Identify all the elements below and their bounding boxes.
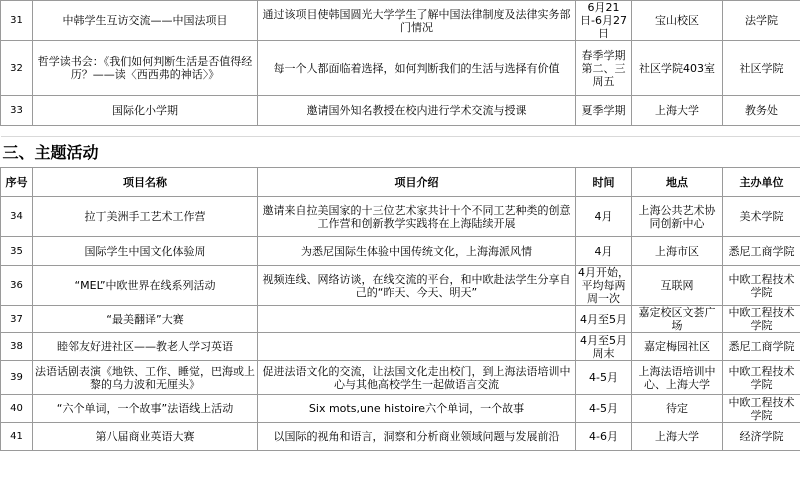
row-number: 40	[1, 395, 33, 423]
project-intro: 每一个人都面临着选择，如何判断我们的生活与选择有价值	[258, 41, 576, 96]
section-row	[1, 137, 800, 168]
project-time: 夏季学期	[576, 96, 632, 126]
project-place: 嘉定校区文荟广场	[632, 306, 723, 333]
project-place: 待定	[632, 395, 723, 423]
project-intro: 邀请来自拉美国家的十三位艺术家共计十个不同工艺种类的创意工作营和创新教学实践将在上海陆续开展	[258, 197, 576, 237]
table-row	[1, 395, 800, 423]
project-time: 春季学期第二、三周五	[576, 41, 632, 96]
project-time: 4-5月	[576, 395, 632, 423]
project-place: 上海大学	[632, 96, 723, 126]
header-place: 地点	[632, 168, 723, 197]
spacer-row	[1, 126, 800, 137]
project-intro: 邀请国外知名教授在校内进行学术交流与授课	[258, 96, 576, 126]
project-org: 悉尼工商学院	[723, 237, 800, 266]
header-org: 主办单位	[723, 168, 800, 197]
project-place: 上海市区	[632, 237, 723, 266]
table-row	[1, 423, 800, 451]
project-place: 上海公共艺术协同创新中心	[632, 197, 723, 237]
section-title: 三、主题活动	[1, 137, 800, 168]
header-number: 序号	[1, 168, 33, 197]
row-number: 38	[1, 333, 33, 361]
project-org: 美术学院	[723, 197, 800, 237]
project-time: 4月	[576, 237, 632, 266]
project-intro: 为悉尼国际生体验中国传统文化，上海海派风情	[258, 237, 576, 266]
table-row	[1, 197, 800, 237]
project-name: “MEL”中欧世界在线系列活动	[33, 266, 258, 306]
row-number: 37	[1, 306, 33, 333]
project-name: 国际学生中国文化体验周	[33, 237, 258, 266]
table-row	[1, 1, 800, 41]
project-intro: Six mots,une histoire六个单词，一个故事	[258, 395, 576, 423]
project-name: 睦邻友好进社区——教老人学习英语	[33, 333, 258, 361]
project-place: 互联网	[632, 266, 723, 306]
table-row	[1, 333, 800, 361]
project-time: 4月至5月周末	[576, 333, 632, 361]
project-time: 4月	[576, 197, 632, 237]
project-place: 上海法语培训中心、上海大学	[632, 361, 723, 395]
project-org: 社区学院	[723, 41, 800, 96]
row-number: 34	[1, 197, 33, 237]
header-intro: 项目介绍	[258, 168, 576, 197]
table-row	[1, 266, 800, 306]
table-row	[1, 306, 800, 333]
project-intro: 促进法语文化的交流，让法国文化走出校门，到上海法语培训中心与其他高校学生一起做语言交流	[258, 361, 576, 395]
row-number: 41	[1, 423, 33, 451]
project-name: 法语话剧表演《地铁、工作、睡觉，巴海或上黎的乌力波和无厘头》	[33, 361, 258, 395]
project-place: 社区学院403室	[632, 41, 723, 96]
project-org: 中欧工程技术学院	[723, 395, 800, 423]
project-time: 4月至5月	[576, 306, 632, 333]
table-row	[1, 361, 800, 395]
table-row	[1, 96, 800, 126]
project-org: 中欧工程技术学院	[723, 266, 800, 306]
table-row	[1, 41, 800, 96]
project-name: 国际化小学期	[33, 96, 258, 126]
row-number: 31	[1, 1, 33, 41]
header-time: 时间	[576, 168, 632, 197]
row-number: 33	[1, 96, 33, 126]
project-org: 中欧工程技术学院	[723, 306, 800, 333]
project-intro: 视频连线、网络访谈，在线交流的平台，和中欧赴法学生分享自己的“昨天、今天、明天”	[258, 266, 576, 306]
table-row	[1, 237, 800, 266]
project-place: 宝山校区	[632, 1, 723, 41]
project-intro	[258, 333, 576, 361]
header-row	[1, 168, 800, 197]
project-org: 经济学院	[723, 423, 800, 451]
project-name: “最美翻译”大赛	[33, 306, 258, 333]
header-name: 项目名称	[33, 168, 258, 197]
project-org: 法学院	[723, 1, 800, 41]
project-place: 嘉定梅园社区	[632, 333, 723, 361]
project-name: 中韩学生互访交流——中国法项目	[33, 1, 258, 41]
project-time: 4月开始，平均每两周一次	[576, 266, 632, 306]
project-intro: 以国际的视角和语言，洞察和分析商业领域问题与发展前沿	[258, 423, 576, 451]
project-time: 6月21日-6月27日	[576, 1, 632, 41]
project-org: 教务处	[723, 96, 800, 126]
project-name: 哲学读书会：《我们如何判断生活是否值得经历？——读〈西西弗的神话〉》	[33, 41, 258, 96]
project-org: 悉尼工商学院	[723, 333, 800, 361]
row-number: 39	[1, 361, 33, 395]
project-time: 4-6月	[576, 423, 632, 451]
project-name: “六个单词，一个故事”法语线上活动	[33, 395, 258, 423]
project-name: 第八届商业英语大赛	[33, 423, 258, 451]
project-time: 4-5月	[576, 361, 632, 395]
project-intro	[258, 306, 576, 333]
row-number: 32	[1, 41, 33, 96]
row-number: 35	[1, 237, 33, 266]
project-intro: 通过该项目使韩国圆光大学学生了解中国法律制度及法律实务部门情况	[258, 1, 576, 41]
project-name: 拉丁美洲手工艺术工作营	[33, 197, 258, 237]
project-place: 上海大学	[632, 423, 723, 451]
project-org: 中欧工程技术学院	[723, 361, 800, 395]
row-number: 36	[1, 266, 33, 306]
